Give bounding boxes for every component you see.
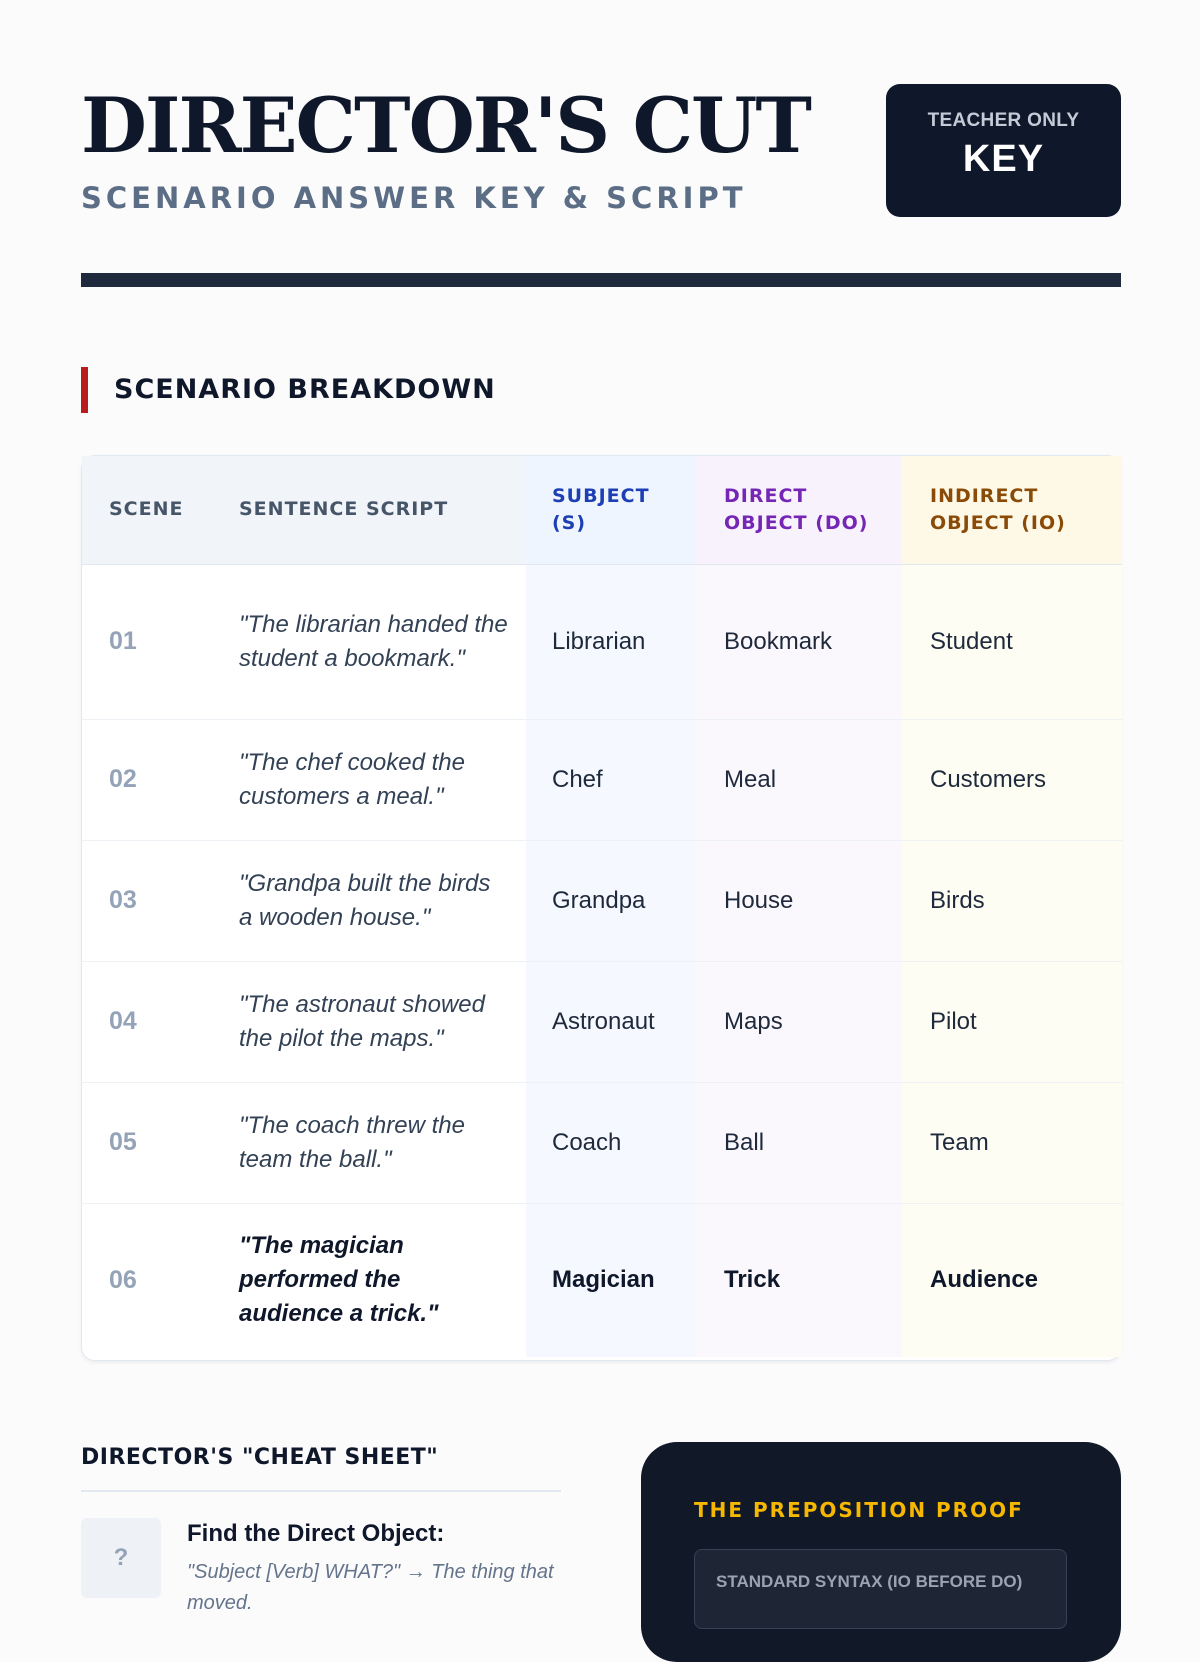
table-row [82, 961, 1122, 1082]
page-subtitle: SCENARIO ANSWER KEY & SCRIPT [81, 181, 747, 215]
syntax-box [694, 1549, 1067, 1629]
scene-number: 06 [109, 1265, 137, 1294]
indirect-object-cell: Audience [902, 1203, 1122, 1357]
preposition-proof-card [641, 1442, 1121, 1662]
table-row [82, 564, 1122, 719]
subject-cell: Chef [526, 719, 696, 840]
header-direct-object: DIRECT OBJECT (DO) [696, 456, 902, 564]
badge-caption: TEACHER ONLY [927, 110, 1080, 131]
subject-cell: Grandpa [526, 840, 696, 961]
sentence-script: "The magician performed the audience a trick." [239, 1232, 439, 1328]
scenario-table [82, 456, 1122, 1357]
table-row [82, 719, 1122, 840]
sentence-script: "The chef cooked the customers a meal." [212, 719, 526, 840]
syntax-box-label: STANDARD SYNTAX (IO BEFORE DO) [716, 1572, 1023, 1591]
scene-number: 04 [82, 961, 212, 1082]
cheat-sheet-tip [81, 1518, 561, 1614]
subject-cell: Astronaut [526, 961, 696, 1082]
tip-body: "Subject [Verb] WHAT?" → The thing that moved. [187, 1561, 554, 1614]
proof-title: THE PREPOSITION PROOF [694, 1498, 1024, 1522]
indirect-object-cell: Pilot [902, 961, 1122, 1082]
scene-number: 05 [82, 1082, 212, 1203]
tip-title: Find the Direct Object: [187, 1520, 445, 1547]
direct-object-cell: Bookmark [696, 564, 902, 719]
direct-object-cell: House [696, 840, 902, 961]
sentence-script: "Grandpa built the birds a wooden house." [212, 840, 526, 961]
page-title: DIRECTOR'S CUT [81, 81, 810, 170]
scene-number: 03 [82, 840, 212, 961]
direct-object-cell: Maps [696, 961, 902, 1082]
table-row [82, 1082, 1122, 1203]
direct-object-cell: Trick [696, 1203, 902, 1357]
indirect-object-cell: Birds [902, 840, 1122, 961]
direct-object-cell: Ball [696, 1082, 902, 1203]
indirect-object-cell: Team [902, 1082, 1122, 1203]
cheat-sheet-divider [81, 1490, 561, 1492]
subject-cell: Librarian [526, 564, 696, 719]
subject-cell: Magician [526, 1203, 696, 1357]
badge-label: KEY [962, 138, 1045, 180]
table-row [82, 1203, 1122, 1357]
teacher-key-badge [886, 84, 1121, 217]
page-header [81, 82, 1121, 222]
section-accent-bar [81, 367, 88, 413]
table-header-row [82, 456, 1122, 564]
header-script: SENTENCE SCRIPT [212, 456, 526, 564]
scene-number: 01 [82, 564, 212, 719]
direct-object-cell: Meal [696, 719, 902, 840]
header-indirect-object: INDIRECT OBJECT (IO) [902, 456, 1122, 564]
scenario-table-card [81, 455, 1121, 1361]
section-title: SCENARIO BREAKDOWN [114, 374, 496, 405]
sentence-script: "The coach threw the team the ball." [212, 1082, 526, 1203]
header-divider [81, 273, 1121, 287]
sentence-script: "The astronaut showed the pilot the maps." [212, 961, 526, 1082]
cheat-sheet-title: DIRECTOR'S "CHEAT SHEET" [81, 1445, 439, 1470]
header-subject: SUBJECT (S) [526, 456, 696, 564]
sentence-script: "The librarian handed the student a bookmark." [212, 564, 526, 719]
scene-number: 02 [82, 719, 212, 840]
header-scene: SCENE [82, 456, 212, 564]
subject-cell: Coach [526, 1082, 696, 1203]
table-row [82, 840, 1122, 961]
indirect-object-cell: Student [902, 564, 1122, 719]
cheat-sheet [81, 1443, 561, 1614]
indirect-object-cell: Customers [902, 719, 1122, 840]
question-icon: ? [81, 1518, 161, 1598]
